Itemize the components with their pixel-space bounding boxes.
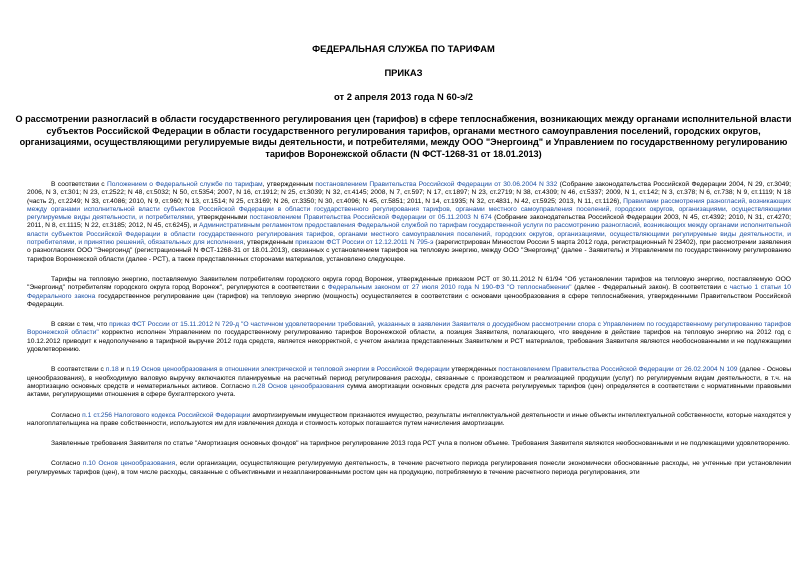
paragraph-7 [27, 460, 791, 477]
link-pricing-basics-3[interactable]: Основ ценообразования [98, 460, 176, 468]
text: (зарегистрирован Минюстом России 5 марта 2012 года, регистрационный N 23402), при рассмотрении заявления о разногласиях ООО "Энергоинд" (регистрационный N ФСТ-1268-31 от 18.01.2013), связанных с установлением тарифов на тепловую энергию, между ООО "Энергоинд" (далее - Заявитель) и Управлением по государственному регулированию тарифов Воронежской области (далее - РСТ), а также представленных сторонами материалов, установлено следующее. [27, 239, 791, 263]
text: , утвержденным [262, 181, 316, 188]
link-p18[interactable]: п.18 [105, 366, 119, 374]
link-p28[interactable]: п.28 [252, 382, 266, 390]
text: Согласно [51, 460, 83, 468]
link-tax-code-256[interactable]: п.1 ст.256 Налогового кодекса Российской Федерации [82, 411, 251, 419]
text: В соответствии с [51, 181, 107, 188]
paragraph-3 [27, 321, 791, 354]
text: (Собрание законодательства Российской Федерации 2003, N 45, ст.4392; 2010, N 31, ст.4270; 2011, N 8, ст.1115; N 22, ст.3185; 2012, N 45, ст.6245), и [27, 214, 791, 230]
text: , утвержденными [193, 214, 250, 222]
paragraph-5 [27, 412, 791, 429]
paragraph-4 [27, 366, 791, 399]
paragraph-6 [27, 440, 791, 448]
document-type: ПРИКАЗ [384, 67, 423, 78]
link-order-729[interactable]: приказ ФСТ России от 15.11.2012 N 729-д "О частичном удовлетворении требований, указанных в заявлении Заявителя о досудебном рассмотрении спора с Управлением по государственному регулированию тарифов Воронежской области" [27, 321, 791, 337]
paragraph-1 [27, 181, 791, 264]
document-body [27, 181, 791, 489]
text: , утвержденным [243, 239, 296, 247]
text: (Собрание законодательства Российской Федерации 2004, N 29, ст.3049; 2006, N 3, ст.301; N 23, ст.2522; N 48, ст.5032; N 50, ст.5354; 2007, N 16, ст.1912; N 25, ст.3039; N 32, ст.4145; 2008, N 7, ст.597; N 17, ст.1897; N 23, ст.2719; N 38, ст.4309; N 46, ст.5337; 2009, N 1, ст.142; N 3, ст.378; N 6, ст.738; N 9, ст.1119; N 18 (часть 2), ст.2249; N 33, ст.4086; 2010, N 9, ст.960; N 13, ст.1514; N 25, ст.3169; N 26, ст.3350; N 30, ст.4096; N 45, ст.5851; 2011, N 14, ст.1935; N 32, ст.4831, N 42, ст.5925; 2013, N 11, ст.1126), [27, 181, 791, 205]
link-pricing-basics[interactable]: Основ ценообразования в отношении электрической и тепловой энергии в Российской Федерации [141, 366, 450, 374]
link-order-795[interactable]: приказом ФСТ России от 12.12.2011 N 795-э [295, 239, 434, 247]
text: и [118, 366, 127, 374]
document-date-number: от 2 апреля 2013 года N 60-э/2 [334, 91, 473, 102]
text: Согласно [51, 411, 83, 419]
link-government-decree-674[interactable]: постановлением Правительства Российской Федерации от 05.11.2003 N 674 [249, 214, 492, 222]
link-government-decree-332[interactable]: постановлением Правительства Российской Федерации от 30.06.2004 N 332 [315, 181, 558, 188]
text: амортизируемым имуществом признаются имущество, результаты интеллектуальной деятельности и иные объекты интеллектуальной собственности, которые находятся у налогоплательщика на праве собственности, используются им для извлечения дохода и стоимость которых погашается путем начисления амортизации. [27, 411, 791, 427]
text: (далее - Основы ценообразования), в необходимую валовую выручку включаются планируемые на расчетный период регулирования расходы, связанные с производством и реализацией продукции (услуг) по регулируемым видам деятельности, в т.ч. на амортизацию основных средств и нематериальных активов. Согласно [27, 366, 792, 390]
link-pricing-basics-2[interactable]: Основ ценообразования [267, 382, 345, 390]
document-title: О рассмотрении разногласий в области государственного регулирования цен (тарифов) в сфере теплоснабжения, возникающих между органами исполнительной власти субъектов Российской Федерации в области государственного регулирования тарифов, органами местного самоуправления поселений, городских округов, организациями, осуществляющими регулируемые виды деятельности, и потребителями, между ООО "Энергоинд" и Управлением по государственному регулированию тарифов Воронежской области (N ФСТ-1268-31 от 18.01.2013) [15, 114, 792, 159]
text: утвержденных [449, 366, 499, 374]
text: государственное регулирование цен (тарифов) на тепловую энергию (мощность) осуществляется в соответствии с основами ценообразования в сфере теплоснабжения, утвержденными Правительством Российской Федерации. [27, 292, 791, 308]
text: сумма амортизации основных средств для расчета регулируемых тарифов (цен) определяется в соответствии с нормативными правовыми актами, регулирующими отношения в сфере бухгалтерского учета. [27, 382, 791, 399]
text: Тарифы на тепловую энергию, поставляемую Заявителем потребителям городского округа город Воронеж, утвержденные приказом РСТ от 30.11.2012 N 61/94 "Об установлении тарифов на тепловую энергию, поставляемую ООО "Энергоинд" потребителям городского округа город Воронеж", регулируются в соответствии с [27, 275, 791, 292]
text: Заявленные требования Заявителя по статье "Амортизация основных фондов" на тарифное регулирование 2013 года РСТ учла в полном объеме. Требования Заявителя являются необоснованными и не подлежащими удовлетворению. [51, 440, 790, 448]
text: корректно исполнен Управлением по государственному регулированию тарифов Воронежской области, а позиция Заявителя, полагающего, что введение в действие тарифов на тепловую энергию на 2012 год с 10.12.2012 приводит к недополучению в тарифной выручке 2012 года средств, является некорректной, с учетом анализа представленных Заявителем и РСТ материалов, требования Заявителя являются необоснованными и не подлежащими удовлетворению. [27, 329, 791, 354]
link-federal-law-190[interactable]: Федеральным законом от 27 июля 2010 года N 190-ФЗ "О теплоснабжении" [327, 284, 572, 292]
link-administrative-regulation[interactable]: Административным регламентом предоставления Федеральной службой по тарифам государственной услуги по рассмотрению разногласий, возникающих между органами исполнительной власти субъектов Российской Федерации в области государственного регулирования тарифов, органами местного самоуправления поселений, городских округов, организациями, осуществляющими регулируемые виды деятельности, и потребителями, и принятию решений, обязательных для исполнения [27, 222, 791, 247]
link-dispute-rules[interactable]: Правилами рассмотрения разногласий, возникающих между органами исполнительной власти субъектов Российской Федерации в области государственного регулирования тарифов, органами местного самоуправления поселений, городских округов, организациями, осуществляющими регулируемые виды деятельности, и потребителями [27, 197, 792, 222]
text: (далее - Федеральный закон). В соответствии с [571, 284, 730, 292]
text: , если организации, осуществляющие регулируемую деятельность, в течение расчетного периода регулирования понесли экономически обоснованные расходы, не учтенные при установлении регулируемых тарифов (цен), в том числе расходы, связанные с объективными и незапланированными ростом цен на продукцию, потребляемую в течение расчетного периода регулирования, эти [27, 460, 791, 476]
link-ftc-regulation[interactable]: Положением о Федеральной службе по тарифам [107, 181, 263, 188]
link-government-decree-109[interactable]: постановлением Правительства Российской Федерации от 26.02.2004 N 109 [498, 366, 738, 374]
text: В соответствии с [51, 366, 106, 374]
link-p10[interactable]: п.10 [82, 460, 96, 468]
paragraph-2 [27, 276, 791, 309]
text: В связи с тем, что [51, 321, 110, 329]
link-article-10[interactable]: частью 1 статьи 10 Федерального закона [27, 284, 792, 300]
link-p19[interactable]: п.19 [126, 366, 140, 374]
agency-name: ФЕДЕРАЛЬНАЯ СЛУЖБА ПО ТАРИФАМ [312, 43, 495, 54]
